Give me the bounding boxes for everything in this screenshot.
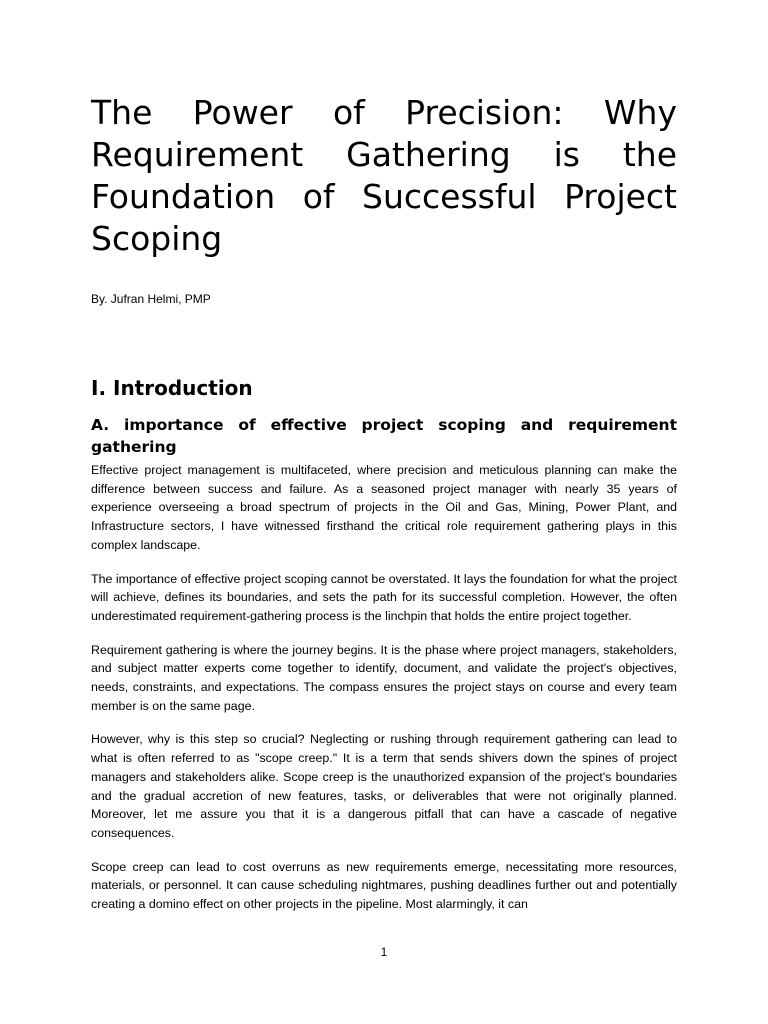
- body-paragraph: Scope creep can lead to cost overruns as new requirements emerge, necessitating more resources, materials, or personnel. It can cause scheduling nightmares, pushing deadlines further out and potentially creating a domino effect on other projects in the pipeline. Most alarmingly, it can: [91, 859, 677, 912]
- body-paragraph: Requirement gathering is where the journey begins. It is the phase where project managers, stakeholders, and subject matter experts come together to identify, document, and validate the project's objectives, needs, constraints, and expectations. The compass ensures the project stays on course and every team member is on the same page.: [91, 642, 677, 713]
- document-title: The Power of Precision: Why Requirement Gathering is the Foundation of Successful Project Scoping: [91, 93, 677, 258]
- section-heading: I. Introduction: [91, 376, 253, 400]
- author-byline: By. Jufran Helmi, PMP: [91, 292, 211, 306]
- subsection-heading: A. importance of effective project scoping and requirement gathering: [91, 416, 677, 456]
- body-paragraph: However, why is this step so crucial? Neglecting or rushing through requirement gathering can lead to what is often referred to as "scope creep." It is a term that sends shivers down the spines of project managers and stakeholders alike. Scope creep is the unauthorized expansion of the project's boundaries and the gradual accretion of new features, tasks, or deliverables that were not originally planned. Moreover, let me assure you that it is a dangerous pitfall that can have a cascade of negative consequences.: [91, 732, 677, 840]
- document-page: [91, 92, 677, 914]
- body-paragraph: The importance of effective project scoping cannot be overstated. It lays the foundation for what the project will achieve, defines its boundaries, and sets the path for its successful completion. However, the often underestimated requirement-gathering process is the linchpin that holds the entire project together.: [91, 571, 677, 623]
- page-number: 1: [380, 945, 388, 959]
- body-paragraph: Effective project management is multifaceted, where precision and meticulous planning can make the difference between success and failure. As a seasoned project manager with nearly 35 years of experience overseeing a broad spectrum of projects in the Oil and Gas, Mining, Power Plant, and Infrastructure sectors, I have witnessed firsthand the critical role requirement gathering plays in this complex landscape.: [91, 463, 677, 552]
